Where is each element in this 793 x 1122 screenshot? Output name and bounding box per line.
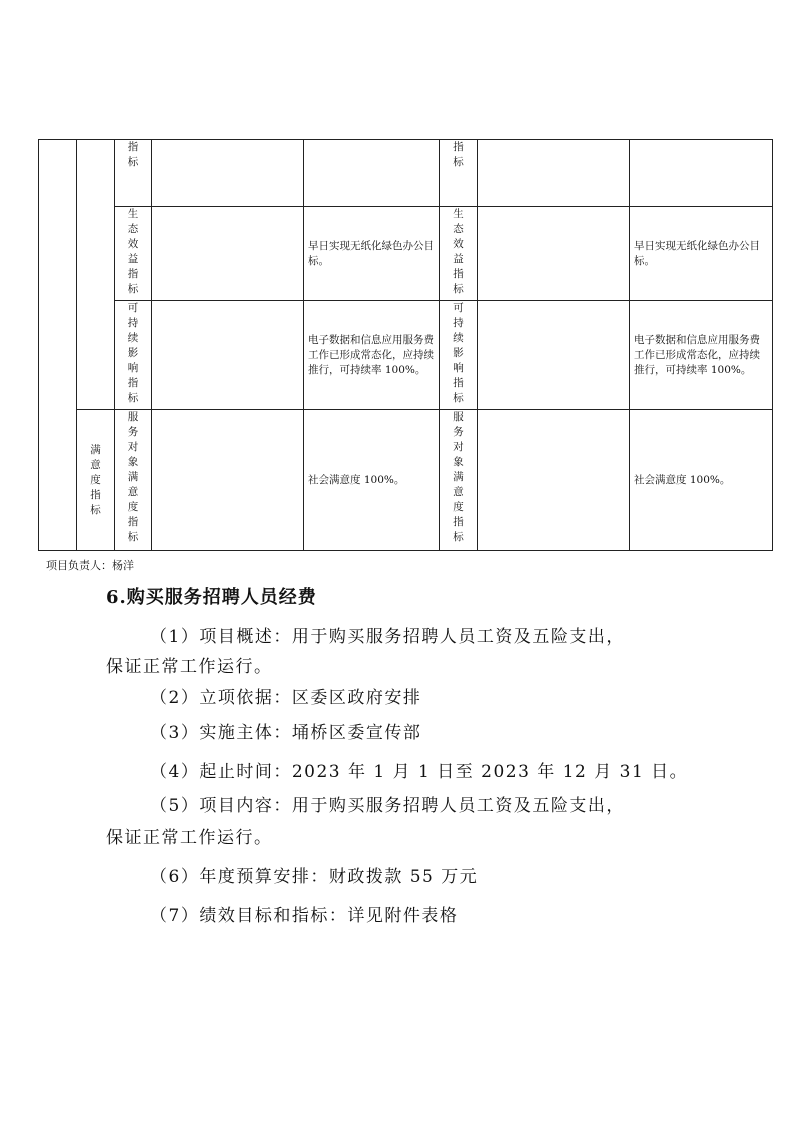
table-cell-indicator: 生态效益指标 [115,207,152,301]
table-cell-blank [478,207,630,301]
table-cell-blank [152,140,304,207]
table-row [39,140,773,207]
table-cell-blank [39,140,77,551]
table-cell-target: 电子数据和信息应用服务费工作已形成常态化，应持续推行，可持续率 100%。 [630,301,773,410]
performance-table [38,139,773,551]
paragraph-content-cont: 保证正常工作运行。 [106,828,273,848]
table-cell-blank [152,410,304,551]
paragraph-targets: （7）绩效目标和指标：详见附件表格 [150,906,459,926]
table-cell-target: 早日实现无纸化绿色办公目标。 [304,207,440,301]
table-cell-indicator: 可持续影响指标 [115,301,152,410]
paragraph-period: （4）起止时间：2023 年 1 月 1 日至 2023 年 12 月 31 日。 [150,762,689,782]
table-cell-target: 社会满意度 100%。 [630,410,773,551]
table-row [39,301,773,410]
paragraph-basis: （2）立项依据：区委区政府安排 [150,688,422,708]
table-row [39,410,773,551]
table-cell-target [630,140,773,207]
table-cell-indicator: 指标 [115,140,152,207]
section-heading: 6.购买服务招聘人员经费 [106,587,317,608]
table-cell-indicator: 服务对象满意度指标 [115,410,152,551]
paragraph-implementer: （3）实施主体：埇桥区委宣传部 [150,723,422,743]
paragraph-overview-cont: 保证正常工作运行。 [106,657,273,677]
table-cell-blank [152,301,304,410]
table-cell-blank [478,140,630,207]
paragraph-overview: （1）项目概述：用于购买服务招聘人员工资及五险支出， [150,627,625,647]
table-row [39,207,773,301]
table-cell-target: 早日实现无纸化绿色办公目标。 [630,207,773,301]
table-cell-indicator: 服务对象满意度指标 [440,410,478,551]
table-cell-blank [152,207,304,301]
table-cell-indicator: 生态效益指标 [440,207,478,301]
table-cell-target: 电子数据和信息应用服务费工作已形成常态化，应持续推行，可持续率 100%。 [304,301,440,410]
table-cell-blank [77,140,115,410]
paragraph-budget: （6）年度预算安排：财政拨款 55 万元 [150,867,479,887]
table-cell-indicator: 指标 [440,140,478,207]
responsible-person: 项目负责人：杨洋 [46,559,134,572]
table-cell-blank [478,410,630,551]
paragraph-content: （5）项目内容：用于购买服务招聘人员工资及五险支出， [150,796,625,816]
table-cell-target: 社会满意度 100%。 [304,410,440,551]
table-cell-blank [478,301,630,410]
table-cell-indicator: 可持续影响指标 [440,301,478,410]
table-cell-target [304,140,440,207]
table-cell-category: 满意度指标 [77,410,115,551]
